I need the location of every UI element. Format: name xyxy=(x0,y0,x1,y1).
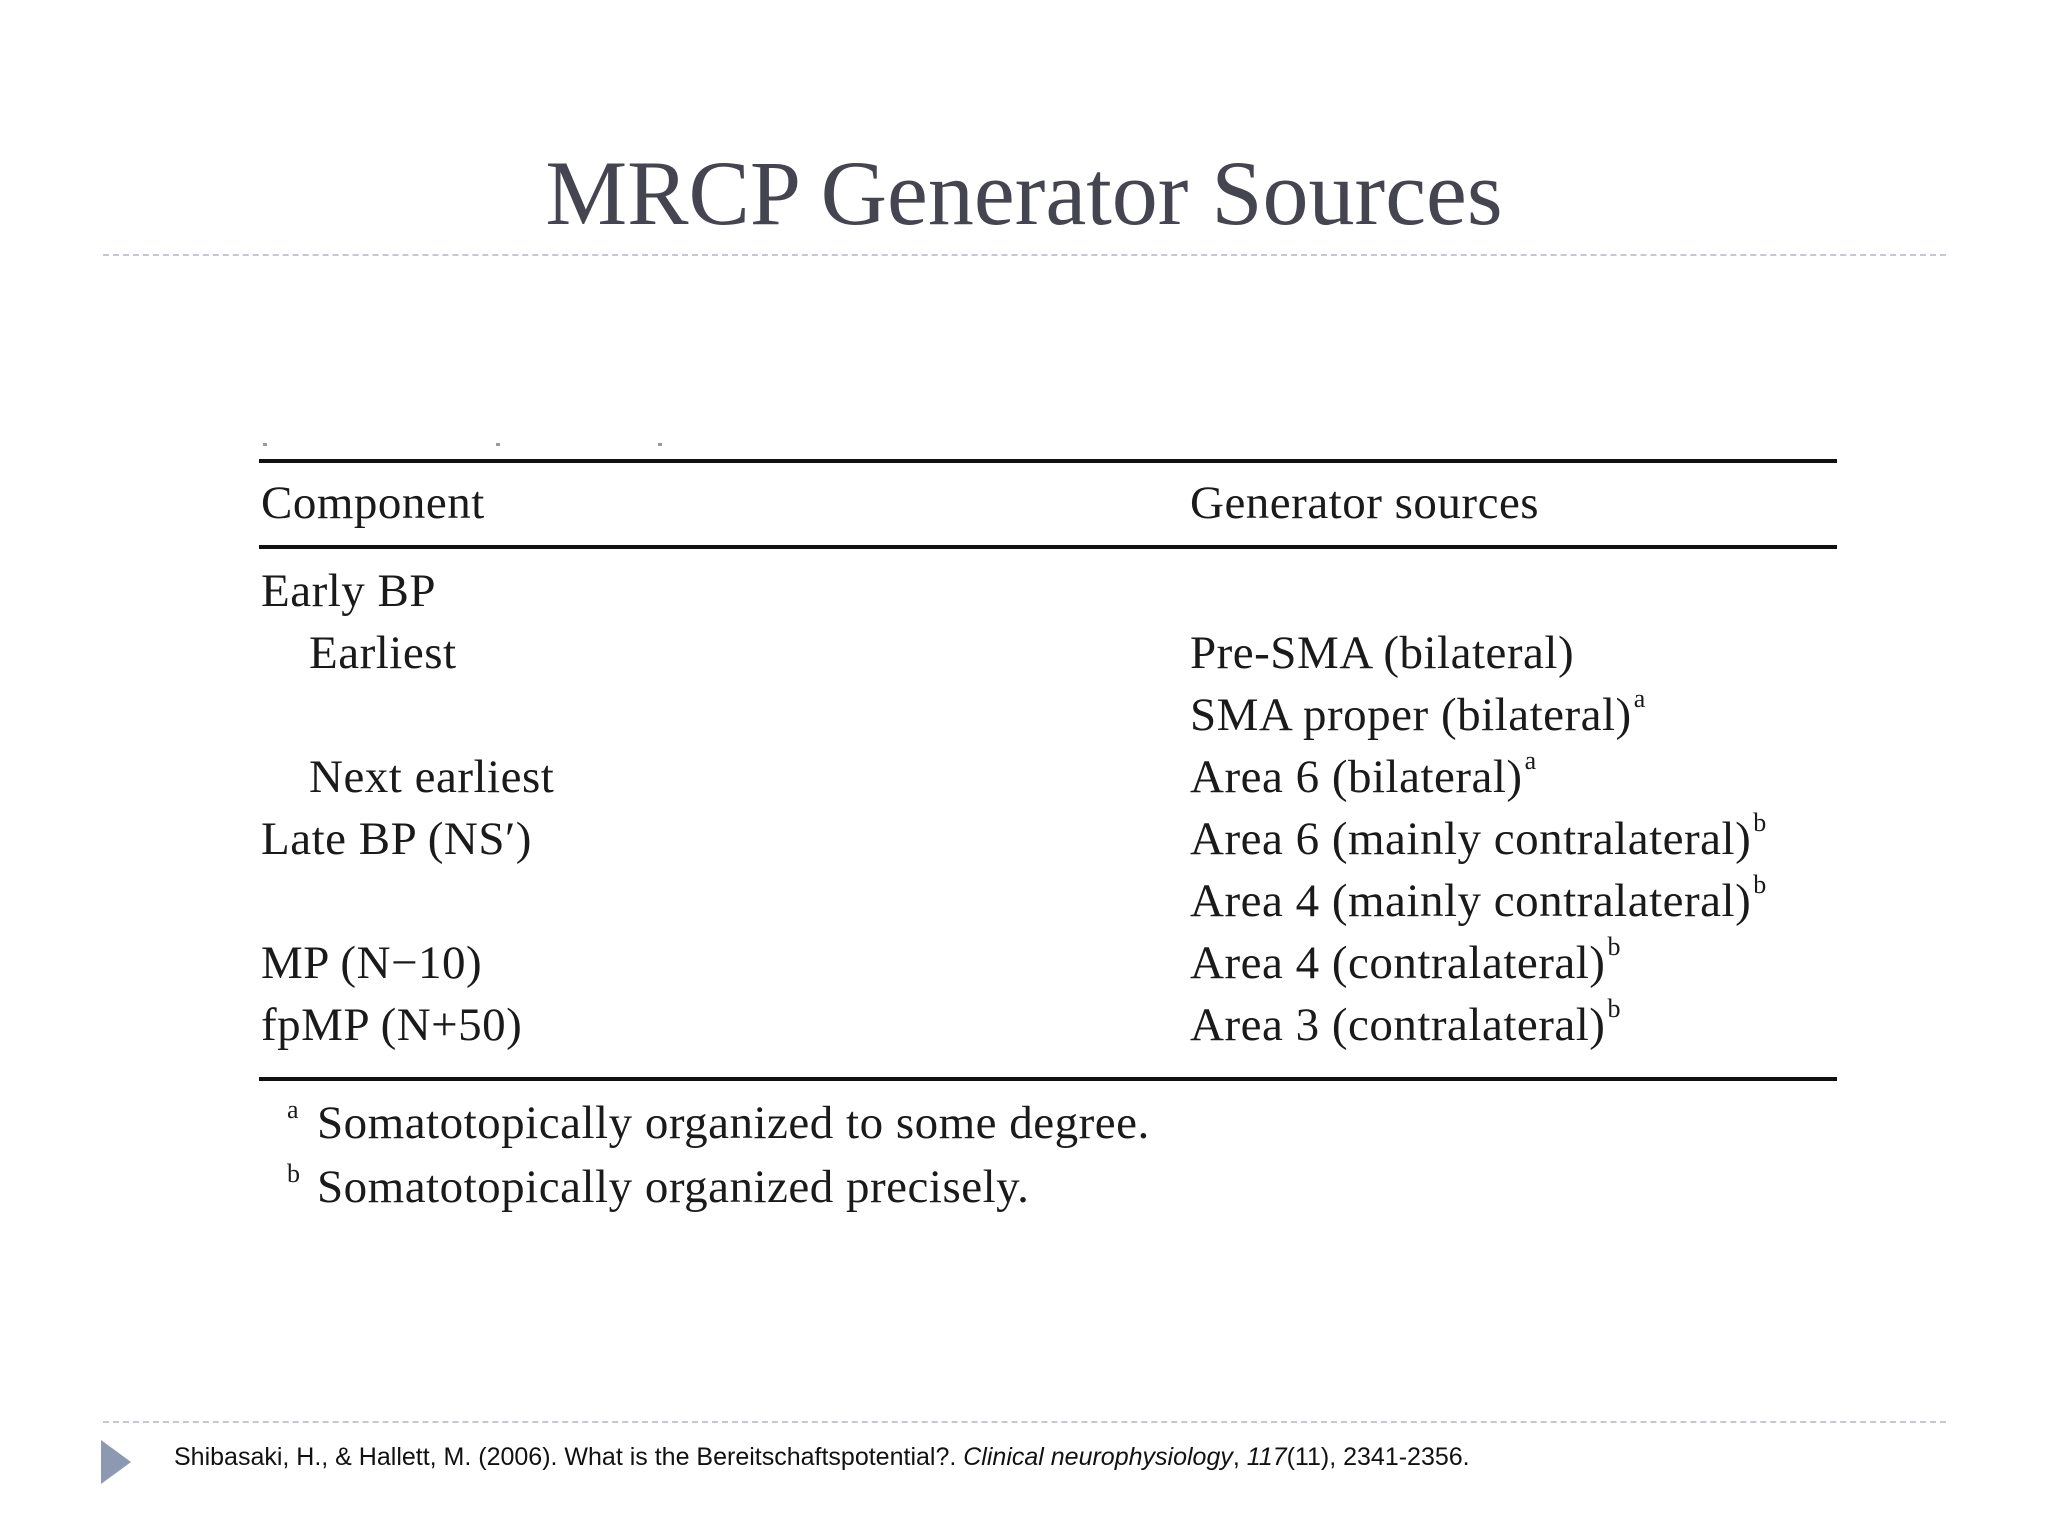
cropped-caption-remnant xyxy=(253,437,753,453)
row-source xyxy=(1190,808,1767,867)
citation-authors: Shibasaki, H., & Hallett, M. (2006). What is the Bereitschaftspotential?. xyxy=(174,1443,964,1471)
row-source xyxy=(1190,932,1621,991)
footnote-text: Somatotopically organized to some degree. xyxy=(317,1097,1150,1149)
header-component: Component xyxy=(261,477,485,529)
row-source xyxy=(1190,994,1621,1053)
source-text: Area 3 (contralateral) xyxy=(1190,999,1606,1051)
row-source xyxy=(1190,870,1767,929)
citation xyxy=(174,1440,1470,1474)
citation-journal: Clinical neurophysiology xyxy=(963,1443,1233,1471)
source-text: Area 4 (contralateral) xyxy=(1190,937,1606,989)
footnote-mark: a xyxy=(287,1095,300,1124)
footnote xyxy=(287,1095,1150,1151)
footnote-mark: b xyxy=(287,1159,301,1188)
table-header-rule xyxy=(259,545,1837,549)
footnote-marker: a xyxy=(1633,684,1646,714)
footer-divider xyxy=(103,1421,1946,1423)
source-text: Area 6 (bilateral) xyxy=(1190,751,1523,803)
source-text: SMA proper (bilateral) xyxy=(1190,689,1632,741)
footnote-marker: b xyxy=(1607,994,1621,1024)
tick-mark xyxy=(263,443,267,446)
citation-pages: (11), 2341-2356. xyxy=(1286,1443,1470,1471)
table-bottom-rule xyxy=(259,1077,1837,1081)
row-component: Next earliest xyxy=(309,751,555,803)
source-text: Pre-SMA (bilateral) xyxy=(1190,627,1575,679)
row-source xyxy=(1190,746,1537,805)
footnote-marker: b xyxy=(1753,870,1767,900)
row-component: MP (N−10) xyxy=(261,937,483,989)
row-source xyxy=(1190,625,1574,681)
tick-mark xyxy=(658,443,662,446)
header-generator-sources: Generator sources xyxy=(1190,477,1540,529)
source-text: Area 6 (mainly contralateral) xyxy=(1190,813,1752,865)
source-text: Area 4 (mainly contralateral) xyxy=(1190,875,1752,927)
tick-mark xyxy=(496,443,500,446)
footnote-marker: b xyxy=(1607,932,1621,962)
triangle-bullet-icon xyxy=(101,1440,131,1484)
generator-sources-table xyxy=(253,437,1848,1237)
footnote-marker: a xyxy=(1524,746,1537,776)
row-component: Early BP xyxy=(261,565,437,617)
table-top-rule xyxy=(259,459,1837,463)
citation-volume: 117 xyxy=(1246,1443,1287,1471)
row-source xyxy=(1190,684,1646,743)
footnote xyxy=(287,1159,1029,1215)
row-component: Earliest xyxy=(309,627,457,679)
title-divider xyxy=(103,254,1946,256)
slide-title: MRCP Generator Sources xyxy=(545,142,1503,244)
row-component: Late BP (NS′) xyxy=(261,813,532,865)
citation-separator: , xyxy=(1232,1443,1247,1471)
footnote-text: Somatotopically organized precisely. xyxy=(317,1161,1030,1213)
footnote-marker: b xyxy=(1753,808,1767,838)
row-component: fpMP (N+50) xyxy=(261,999,523,1051)
